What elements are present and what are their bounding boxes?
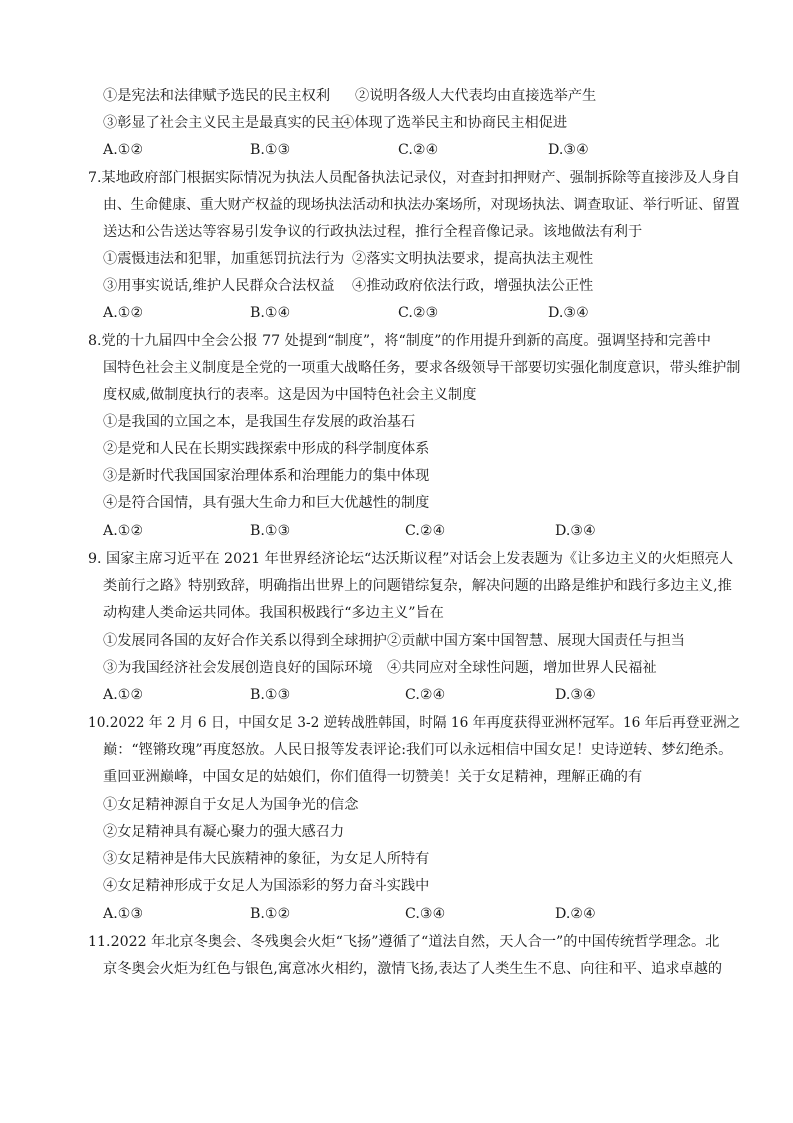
q7-option-a: A.①② — [103, 305, 144, 321]
q8-option-c: C.②④ — [405, 523, 446, 539]
q6-option-c: C.②④ — [398, 142, 439, 158]
q11-stem-line-2: 京冬奥会火炬为红色与银色,寓意冰火相约，激情飞扬,表达了人类生生不息、向往和平、追求卓越的 — [103, 961, 723, 977]
q7-option-b: B.①④ — [250, 305, 291, 321]
q8-statement-3: ③是新时代我国国家治理体系和治理能力的集中体现 — [103, 468, 430, 484]
q7-option-c: C.②③ — [398, 305, 439, 321]
q9-stem-line-1: 9. 国家主席习近平在 2021 年世界经济论坛“达沃斯议程”对话会上发表题为《让多边主义的火炬照亮人 — [88, 551, 734, 567]
q9-option-c: C.②④ — [405, 687, 446, 703]
q6-statement-3: ③彰显了社会主义民主是最真实的民主 — [103, 115, 345, 131]
q8-option-a: A.①② — [103, 523, 144, 539]
q6-option-d: D.③④ — [548, 142, 589, 158]
q8-stem-line-1: 8.党的十九届四中全会公报 77 处提到“制度”，将“制度”的作用提升到新的高度。强调坚持和完善中 — [88, 333, 711, 349]
q9-stem-line-3: 动构建人类命运共同体。我国积极践行“多边主义”旨在 — [103, 605, 444, 621]
q7-stem-line-3: 送达和公告送达等容易引发争议的行政执法过程，推行全程音像记录。该地做法有利于 — [103, 224, 643, 240]
q9-statement-4: ④共同应对全球性问题，增加世界人民福祉 — [387, 660, 657, 676]
q6-statement-4: ④体现了选举民主和协商民主相促进 — [340, 115, 568, 131]
q7-statement-2: ②落实文明执法要求，提高执法主观性 — [352, 251, 594, 267]
q9-option-a: A.①② — [103, 687, 144, 703]
q10-stem-line-1: 10.2022 年 2 月 6 日，中国女足 3-2 逆转战胜韩国，时隔 16 年再度获得亚洲杯冠军。16 年后再登亚洲之 — [88, 715, 741, 731]
q8-option-b: B.①③ — [250, 523, 291, 539]
q6-option-b: B.①③ — [250, 142, 291, 158]
q10-option-d: D.②④ — [555, 906, 596, 922]
q8-statement-4: ④是符合国情，具有强大生命力和巨大优越性的制度 — [103, 495, 430, 511]
q9-stem-line-2: 类前行之路》特别致辞，明确指出世界上的问题错综复杂，解决问题的出路是维护和践行多边主义,推 — [103, 578, 732, 594]
q6-statement-2: ②说明各级人大代表均由直接选举产生 — [355, 88, 597, 104]
q9-option-b: B.①③ — [250, 687, 291, 703]
q8-statement-2: ②是党和人民在长期实践探索中形成的科学制度体系 — [103, 441, 430, 457]
q8-option-d: D.③④ — [555, 523, 596, 539]
q7-statement-4: ④推动政府依法行政，增强执法公正性 — [352, 278, 594, 294]
q7-stem-line-2: 由、生命健康、重大财产权益的现场执法活动和执法办案场所，对现场执法、调查取证、举行听证、留置 — [103, 197, 740, 213]
q7-statement-3: ③用事实说话,维护人民群众合法权益 — [103, 278, 335, 294]
q9-statement-1: ①发展同各国的友好合作关系以得到全球拥护 — [103, 633, 387, 649]
q6-statement-1: ①是宪法和法律赋予选民的民主权利 — [103, 88, 331, 104]
q9-statement-2: ②贡献中国方案中国智慧、展现大国责任与担当 — [387, 633, 685, 649]
q10-option-c: C.③④ — [405, 906, 446, 922]
q11-stem-line-1: 11.2022 年北京冬奥会、冬残奥会火炬“飞扬”遵循了“道法自然，天人合一”的中国传统哲学理念。北 — [88, 934, 720, 950]
q10-statement-3: ③女足精神是伟大民族精神的象征，为女足人所特有 — [103, 851, 430, 867]
q10-option-b: B.①② — [250, 906, 291, 922]
q10-stem-line-3: 重回亚洲巅峰，中国女足的姑娘们，你们值得一切赞美！关于女足精神，理解正确的有 — [103, 769, 643, 785]
q10-option-a: A.①③ — [103, 906, 144, 922]
q6-option-a: A.①② — [103, 142, 144, 158]
q10-stem-line-2: 巅：“铿锵玫瑰”再度怒放。人民日报等发表评论:我们可以永远相信中国女足！史诗逆转、梦幻绝杀。 — [103, 742, 733, 758]
q10-statement-2: ②女足精神具有凝心聚力的强大感召力 — [103, 824, 345, 840]
q7-statement-1: ①震慑违法和犯罪，加重惩罚抗法行为 — [103, 251, 345, 267]
q10-statement-1: ①女足精神源自于女足人为国争光的信念 — [103, 797, 359, 813]
q7-option-d: D.③④ — [548, 305, 589, 321]
q8-stem-line-3: 度权威,做制度执行的表率。这是因为中国特色社会主义制度 — [103, 387, 477, 403]
q8-stem-line-2: 国特色社会主义制度是全党的一项重大战略任务，要求各级领导干部要切实强化制度意识，带头维护制 — [103, 360, 741, 376]
q8-statement-1: ①是我国的立国之本，是我国生存发展的政治基石 — [103, 414, 416, 430]
q10-statement-4: ④女足精神形成于女足人为国添彩的努力奋斗实践中 — [103, 878, 430, 894]
q9-option-d: D.③④ — [555, 687, 596, 703]
q7-stem-line-1: 7.某地政府部门根据实际情况为执法人员配备执法记录仪，对查封扣押财产、强制拆除等直接涉及人身自 — [88, 170, 740, 186]
q9-statement-3: ③为我国经济社会发展创造良好的国际环境 — [103, 660, 373, 676]
